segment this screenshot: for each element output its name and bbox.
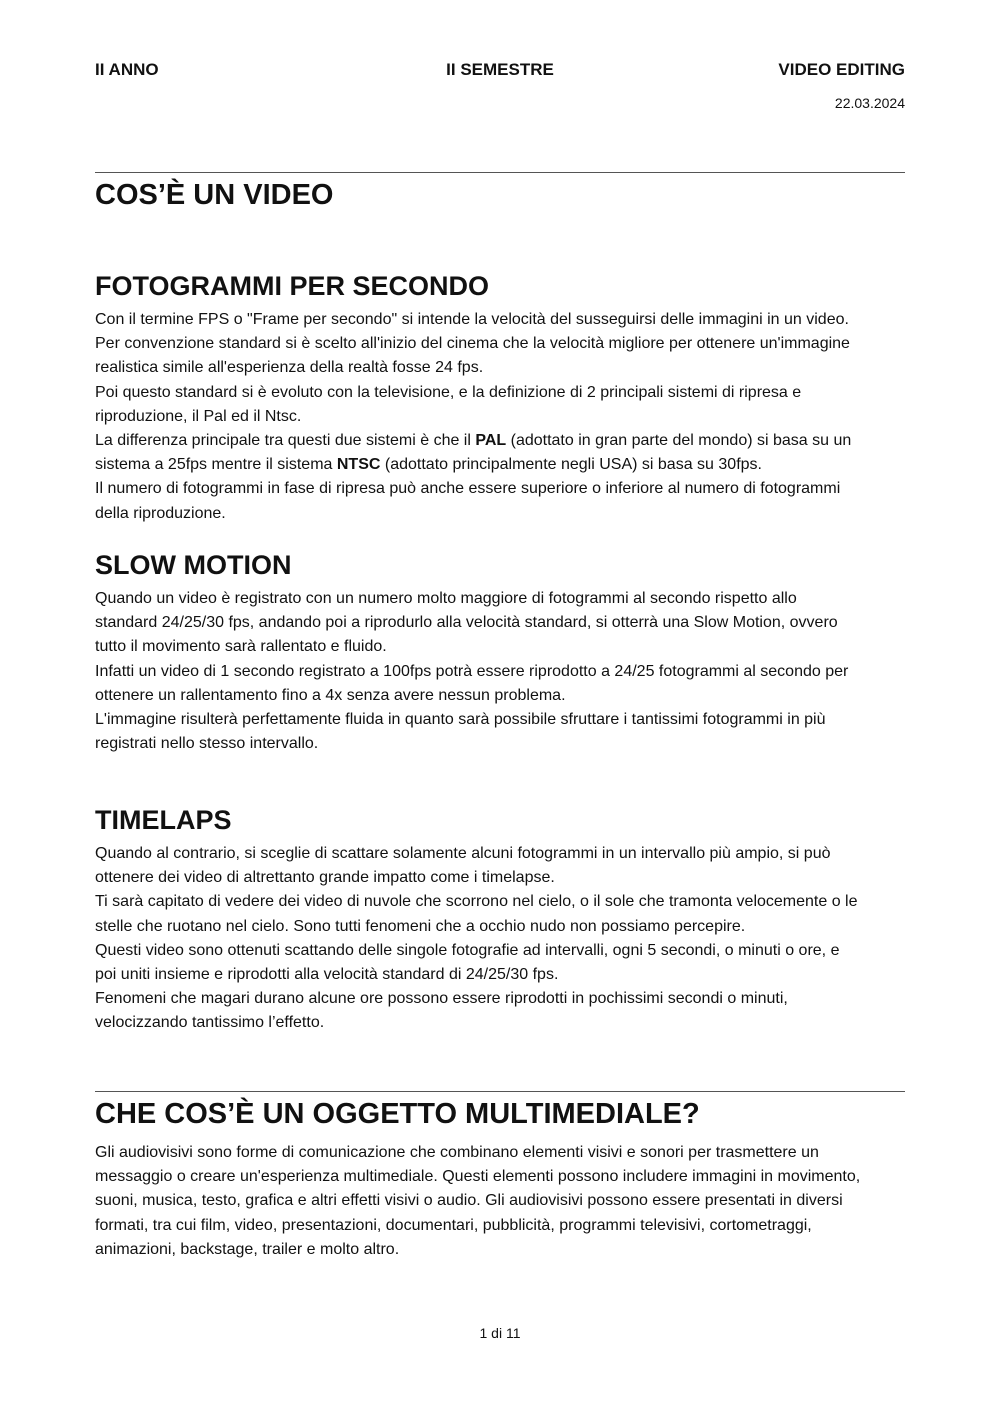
- text-line: Poi questo standard si è evoluto con la televisione, e la definizione di 2 principali sistemi di ripresa e: [95, 383, 802, 401]
- text-line: L'immagine risulterà perfettamente fluida in quanto sarà possibile sfruttare i tantissimi fotogrammi in più: [95, 711, 826, 729]
- text-line-ntsc: [95, 453, 910, 477]
- text-line: realistica simile all'esperienza della realtà fosse 24 fps.: [95, 359, 484, 377]
- text-line: stelle che ruotano nel cielo. Sono tutti fenomeni che a occhio nudo non possiamo percepire.: [95, 917, 746, 935]
- text-line: Gli audiovisivi sono forme di comunicazione che combinano elementi visivi e sonori per trasmettere un: [95, 1144, 819, 1161]
- text-line: animazioni, backstage, trailer e molto altro.: [95, 1240, 400, 1258]
- divider-multimedia: [95, 1091, 905, 1092]
- header-semester: II SEMESTRE: [446, 60, 554, 79]
- title-oggetto-multimediale: CHE COS’È UN OGGETTO MULTIMEDIALE?: [95, 1098, 700, 1130]
- text-line: registrati nello stesso intervallo.: [95, 735, 319, 753]
- paragraph-slow-motion: [95, 587, 910, 756]
- text-line: Quando al contrario, si sceglie di scattare solamente alcuni fotogrammi in un intervallo più ampio, si può: [95, 845, 831, 862]
- text-line: Fenomeni che magari durano alcune ore possono essere riprodotti in pochissimi secondi o minuti,: [95, 990, 788, 1008]
- text-line: Quando un video è registrato con un numero molto maggiore di fotogrammi al secondo rispetto allo: [95, 590, 797, 607]
- paragraph-multimedia: [95, 1141, 910, 1262]
- header-year: II ANNO: [95, 60, 159, 79]
- page-number: 1 di 11: [479, 1325, 521, 1341]
- text-line: Per convenzione standard si è scelto all'inizio del cinema che la velocità migliore per ottenere un'immagine: [95, 335, 850, 353]
- text-line: tutto il movimento sarà rallentato e fluido.: [95, 638, 387, 656]
- heading-fotogrammi: FOTOGRAMMI PER SECONDO: [95, 271, 490, 301]
- header-date: 22.03.2024: [834, 95, 905, 111]
- text-line: della riproduzione.: [95, 504, 226, 522]
- divider-top: [95, 172, 905, 173]
- text-line: messaggio o creare un'esperienza multimediale. Questi elementi possono includere immagini in movimento,: [95, 1168, 861, 1186]
- heading-timelaps: TIMELAPS: [95, 805, 232, 835]
- pal-bold: PAL: [475, 432, 507, 450]
- text-line: standard 24/25/30 fps, andando poi a riprodurlo alla velocità standard, si otterrà una Slow Motion, ovvero: [95, 614, 838, 632]
- text-line: Con il termine FPS o "Frame per secondo" si intende la velocità del susseguirsi delle immagini in un video.: [95, 311, 849, 328]
- text-line: suoni, musica, testo, grafica e altri effetti visivi o audio. Gli audiovisivi possono essere presentati in diversi: [95, 1192, 843, 1210]
- header-course: VIDEO EDITING: [778, 60, 905, 79]
- text-line: velocizzando tantissimo l’effetto.: [95, 1014, 325, 1032]
- text-line: Ti sarà capitato di vedere dei video di nuvole che scorrono nel cielo, o il sole che tramonta velocemente o le: [95, 893, 858, 911]
- paragraph-timelaps: [95, 842, 910, 1036]
- heading-slow-motion: SLOW MOTION: [95, 550, 292, 580]
- title-cos-e-un-video: COS’È UN VIDEO: [95, 179, 334, 211]
- paragraph-fotogrammi: [95, 308, 910, 526]
- text-line: formati, tra cui film, video, presentazioni, documentari, pubblicità, programmi televisivi, cortometraggi,: [95, 1216, 812, 1234]
- ntsc-text-b: (adottato principalmente negli USA) si basa su 30fps.: [380, 456, 762, 474]
- pal-text-b: (adottato in gran parte del mondo) si basa su un: [506, 432, 852, 450]
- text-line: poi uniti insieme e riprodotti alla velocità standard di 24/25/30 fps.: [95, 966, 559, 984]
- ntsc-text-a: sistema a 25fps mentre il sistema: [95, 456, 337, 474]
- ntsc-bold: NTSC: [336, 456, 381, 474]
- text-line: ottenere un rallentamento fino a 4x senza avere nessun problema.: [95, 686, 566, 704]
- text-line: Questi video sono ottenuti scattando delle singole fotografie ad intervalli, ogni 5 secondi, o minuti o ore, e: [95, 941, 840, 959]
- text-line: ottenere dei video di altrettanto grande impatto come i timelapse.: [95, 869, 555, 887]
- text-line: Infatti un video di 1 secondo registrato a 100fps potrà essere riprodotto a 24/25 fotogrammi al secondo per: [95, 662, 849, 680]
- text-line-pal: [95, 429, 910, 453]
- text-line: riproduzione, il Pal ed il Ntsc.: [95, 407, 302, 425]
- text-line: Il numero di fotogrammi in fase di ripresa può anche essere superiore o inferiore al numero di fotogrammi: [95, 480, 841, 498]
- pal-text-a: La differenza principale tra questi due sistemi è che il: [95, 432, 476, 450]
